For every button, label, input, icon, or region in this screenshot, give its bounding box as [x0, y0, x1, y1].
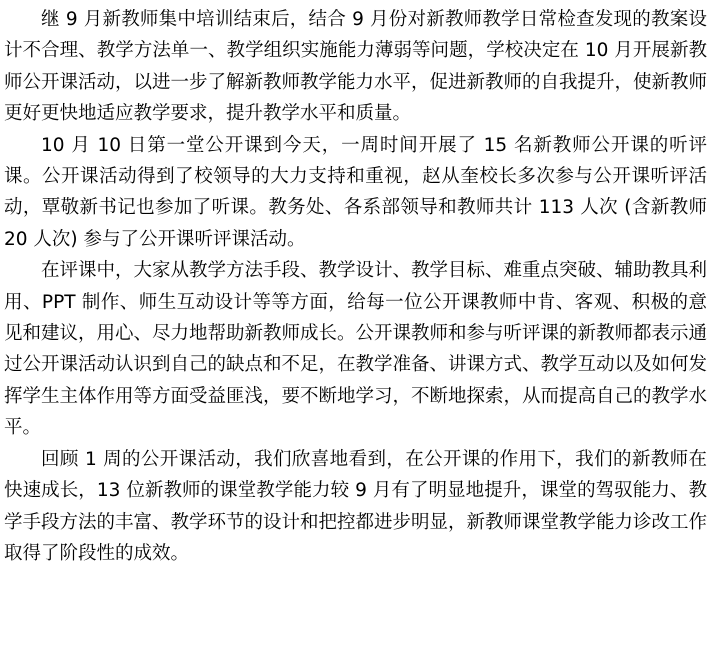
paragraph-4: 回顾 1 周的公开课活动，我们欣喜地看到，在公开课的作用下，我们的新教师在快速成长，13 位新教师的课堂教学能力较 9 月有了明显地提升，课堂的驾驭能力、教学手段方法的丰富、教学环节的设计和把控都进步明显，新教师课堂教学能力诊改工作取得了阶段性的成效。	[4, 448, 708, 564]
paragraph-2: 10 月 10 日第一堂公开课到今天，一周时间开展了 15 名新教师公开课的听评课。公开课活动得到了校领导的大力支持和重视，赵从奎校长多次参与公开课听评活动，覃敬新书记也参加了听课。教务处、各系部领导和教师共计 113 人次 (含新教师 20 人次) 参与了公开课听评课活动。	[4, 134, 707, 250]
paragraph-1: 继 9 月新教师集中培训结束后，结合 9 月份对新教师教学日常检查发现的教案设计不合理、教学方法单一、教学组织实施能力薄弱等问题，学校决定在 10 月开展新教师公开课活动，以进一步了解新教师教学能力水平，促进新教师的自我提升，使新教师更好更快地适应教学要求，提升教学水平和质量。	[4, 9, 708, 125]
paragraph-3: 在评课中，大家从教学方法手段、教学设计、教学目标、难重点突破、辅助教具利用、PPT 制作、师生互动设计等等方面，给每一位公开课教师中肯、客观、积极的意见和建议，用心、尽力地帮助新教师成长。公开课教师和参与听评课的新教师都表示通过公开课活动认识到自己的缺点和不足，在教学准备、讲课方式、教学互动以及如何发挥学生主体作用等方面受益匪浅，要不断地学习，不断地探索，从而提高自己的教学水平。	[4, 260, 708, 439]
